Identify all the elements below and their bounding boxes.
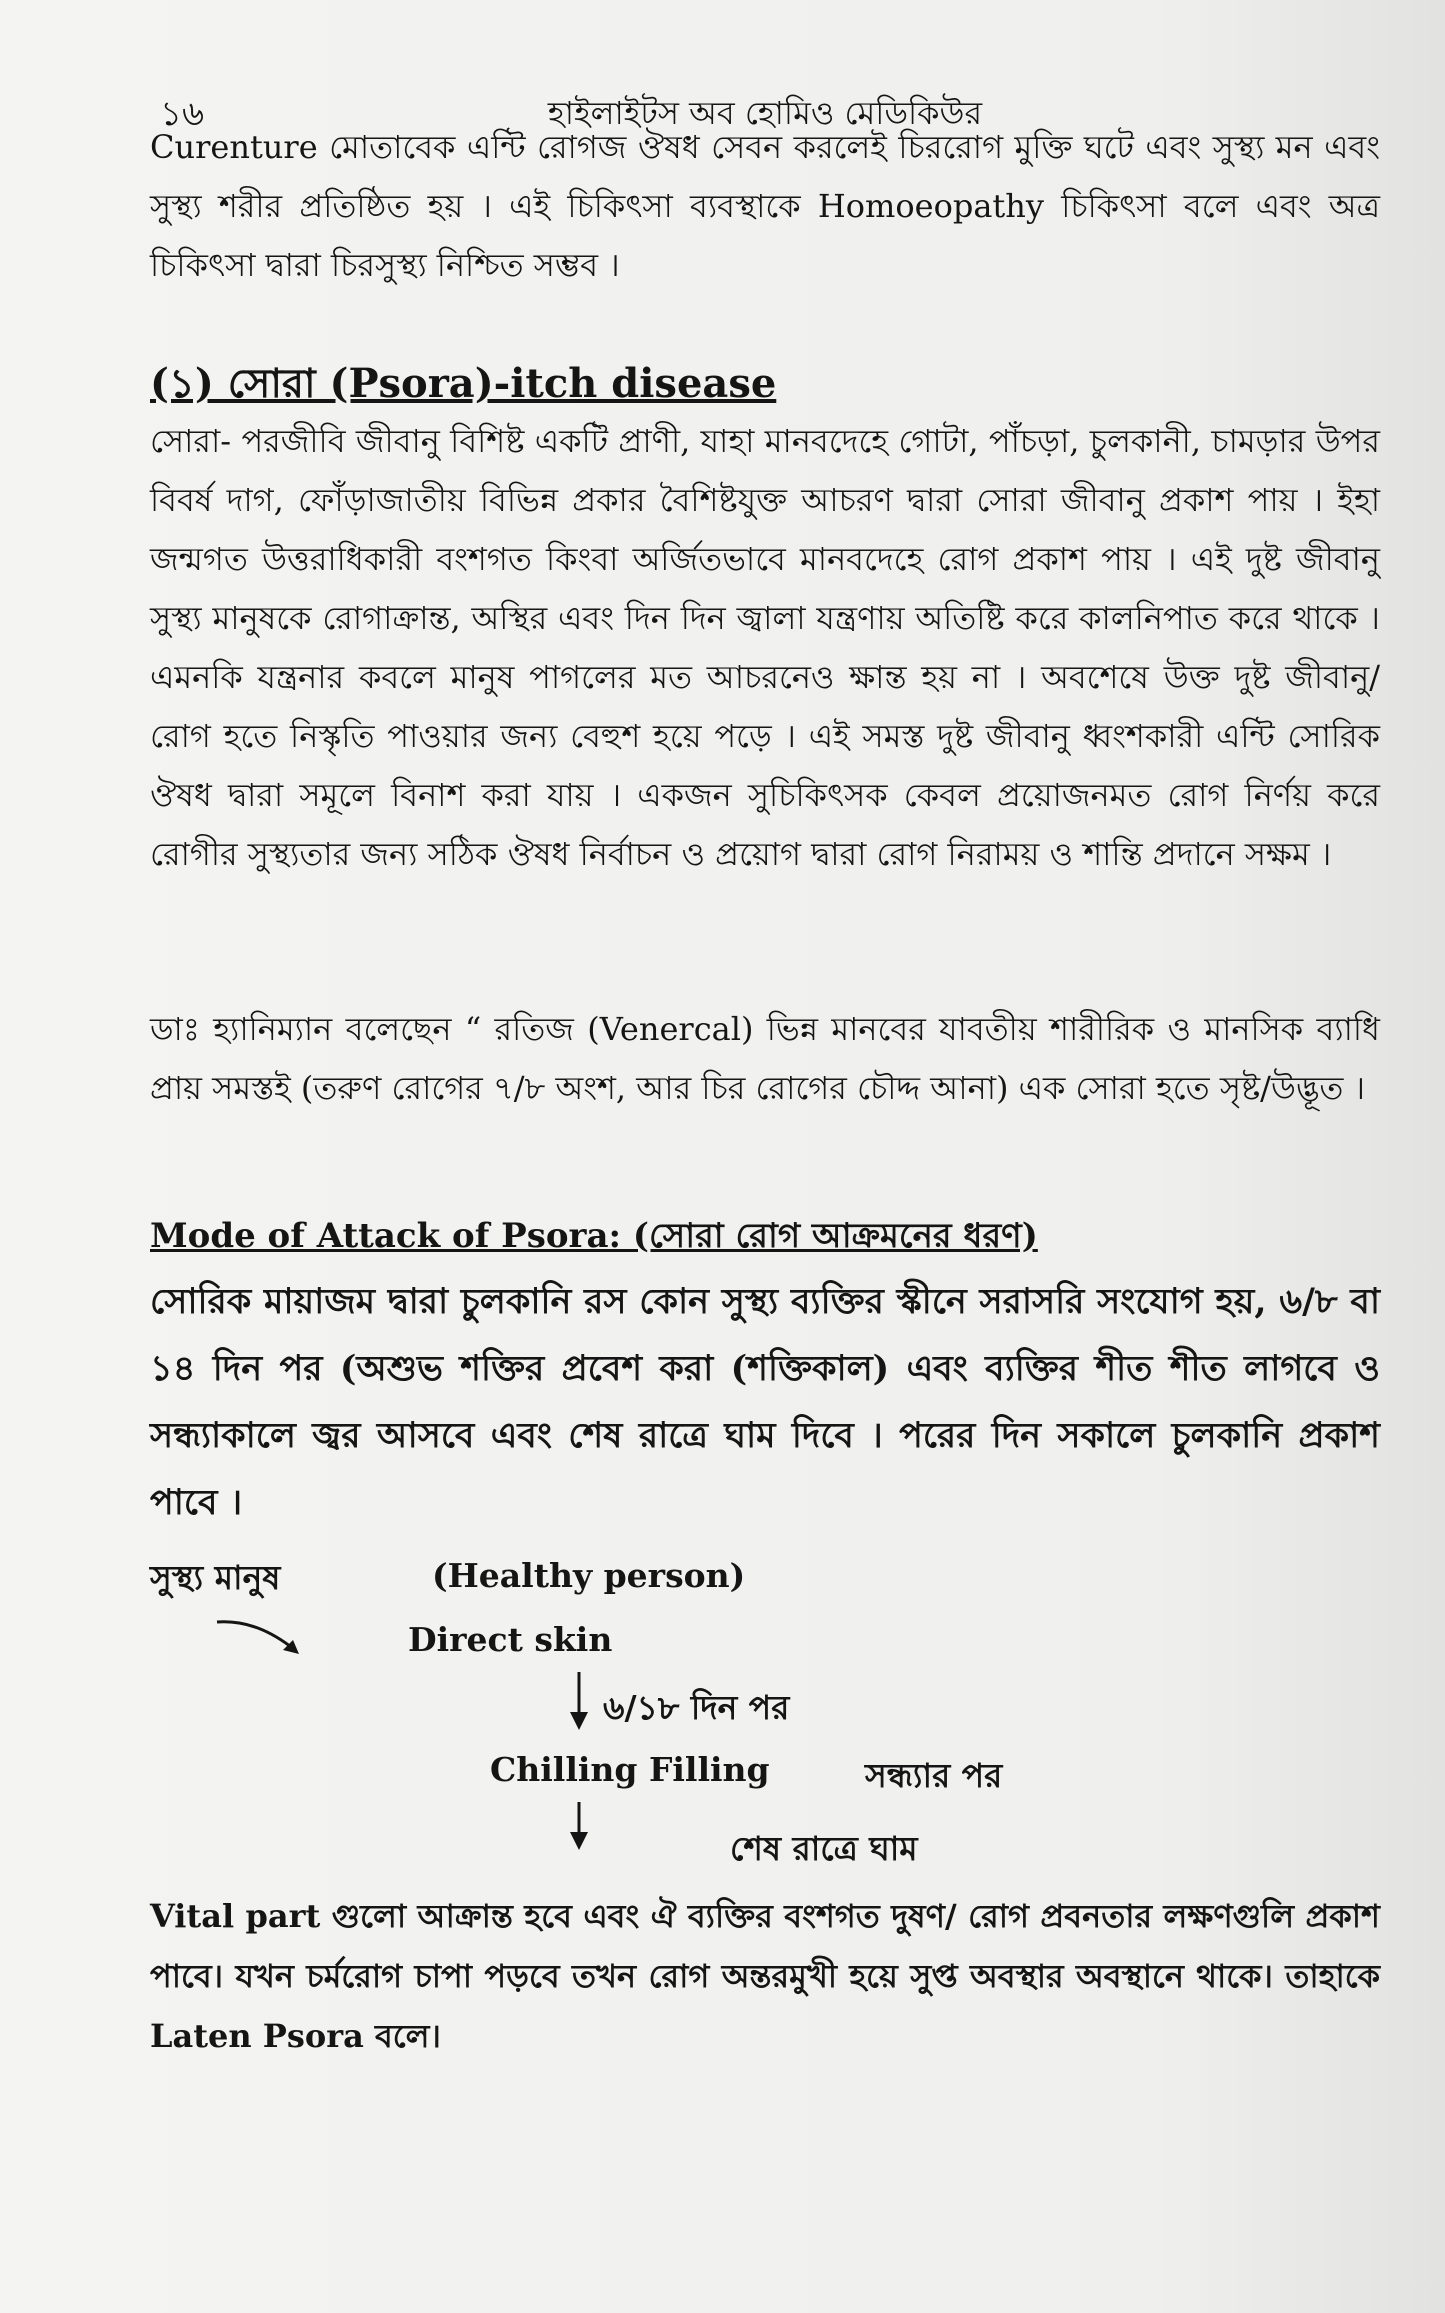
intro-paragraph: Curenture মোতাবেক এন্টি রোগজ ঔষধ সেবন করলেই চিররোগ মুক্তি ঘটে এবং সুস্থ্য মন এবং সুস্থ্য শরীর প্রতিষ্ঠিত হয় । এই চিকিৎসা ব্যবস্থাকে Homoeopathy চিকিৎসা বলে এবং অত্র চিকিৎসা দ্বারা চিরসুস্থ্য নিশ্চিত সম্ভব ।	[150, 128, 1380, 284]
flow-healthy-bn: সুস্থ্য মানুষ	[150, 1558, 281, 1597]
flow-healthy-en: (Healthy person)	[432, 1556, 746, 1595]
page-number: ১৬	[160, 94, 205, 134]
flow-chilling-filling: Chilling Filling	[490, 1750, 770, 1789]
down-arrow-icon-1	[567, 1670, 591, 1732]
flow-days-after: ৬/১৮ দিন পর	[603, 1688, 790, 1727]
hahnemann-quote-paragraph: ডাঃ হ্যানিম্যান বলেছেন “ রতিজ (Venercal) ভিন্ন মানবের যাবতীয় শারীরিক ও মানসিক ব্যাধি প্রায় সমস্তই (তরুণ রোগের ৭/৮ অংশ, আর চির রোগের চৌদ্দ আনা) এক সোরা হতে সৃষ্ট/উদ্ভূত ।	[150, 1010, 1380, 1107]
running-title: হাইলাইটস অব হোমিও মেডিকিউর	[547, 94, 983, 132]
curved-arrow-icon	[215, 1612, 315, 1672]
closing-paragraph: Vital part গুলো আক্রান্ত হবে এবং ঐ ব্যক্তির বংশগত দুষণ/ রোগ প্রবনতার লক্ষণগুলি প্রকাশ পাবে। যখন চর্মরোগ চাপা পড়বে তখন রোগ অন্তরমুখী হয়ে সুপ্ত অবস্থার অবস্থানে থাকে। তাহাকে Laten Psora বলে।	[150, 1897, 1380, 2055]
section-heading-mode-of-attack: Mode of Attack of Psora: (সোরা রোগ আক্রমনের ধরণ)	[150, 1216, 1038, 1256]
section-heading-psora: (১) সোরা (Psora)-itch disease	[150, 360, 777, 407]
psora-description-paragraph: সোরা- পরজীবি জীবানু বিশিষ্ট একটি প্রাণী, যাহা মানবদেহে গোটা, পাঁচড়া, চুলকানী, চামড়ার উপর বিবর্ষ দাগ, ফোঁড়াজাতীয় বিভিন্ন প্রকার বৈশিষ্টযুক্ত আচরণ দ্বারা সোরা জীবানু প্রকাশ পায় । ইহা জন্মগত উত্তরাধিকারী বংশগত কিংবা অর্জিতভাবে মানবদেহে রোগ প্রকাশ পায় । এই দুষ্ট জীবানু সুস্থ্য মানুষকে রোগাক্রান্ত, অস্থির এবং দিন দিন জ্বালা যন্ত্রণায় অতিষ্টি করে কালনিপাত করে থাকে । এমনকি যন্ত্রনার কবলে মানুষ পাগলের মত আচরনেও ক্ষান্ত হয় না । অবশেষে উক্ত দুষ্ট জীবানু/ রোগ হতে নিস্কৃতি পাওয়ার জন্য বেহুশ হয়ে পড়ে । এই সমস্ত দুষ্ট জীবানু ধ্বংশকারী এন্টি সোরিক ঔষধ দ্বারা সমূলে বিনাশ করা যায় । একজন সুচিকিৎসক কেবল প্রয়োজনমত রোগ নির্ণয় করে রোগীর সুস্থ্যতার জন্য সঠিক ঔষধ নির্বাচন ও প্রয়োগ দ্বারা রোগ নিরাময় ও শান্তি প্রদানে সক্ষম ।	[150, 422, 1380, 873]
flow-evening: সন্ধ্যার পর	[865, 1756, 1003, 1795]
flow-direct-skin: Direct skin	[408, 1620, 613, 1659]
flow-night-sweat: শেষ রাত্রে ঘাম	[730, 1829, 918, 1868]
down-arrow-icon-2	[567, 1800, 591, 1852]
mode-of-attack-paragraph: সোরিক মায়াজম দ্বারা চুলকানি রস কোন সুস্থ্য ব্যক্তির স্কীনে সরাসরি সংযোগ হয়, ৬/৮ বা ১৪ দিন পর (অশুভ শক্তির প্রবেশ করা (শক্তিকাল) এবং ব্যক্তির শীত শীত লাগবে ও সন্ধ্যাকালে জ্বর আসবে এবং শেষ রাত্রে ঘাম দিবে । পরের দিন সকালে চুলকানি প্রকাশ পাবে ।	[150, 1281, 1380, 1523]
